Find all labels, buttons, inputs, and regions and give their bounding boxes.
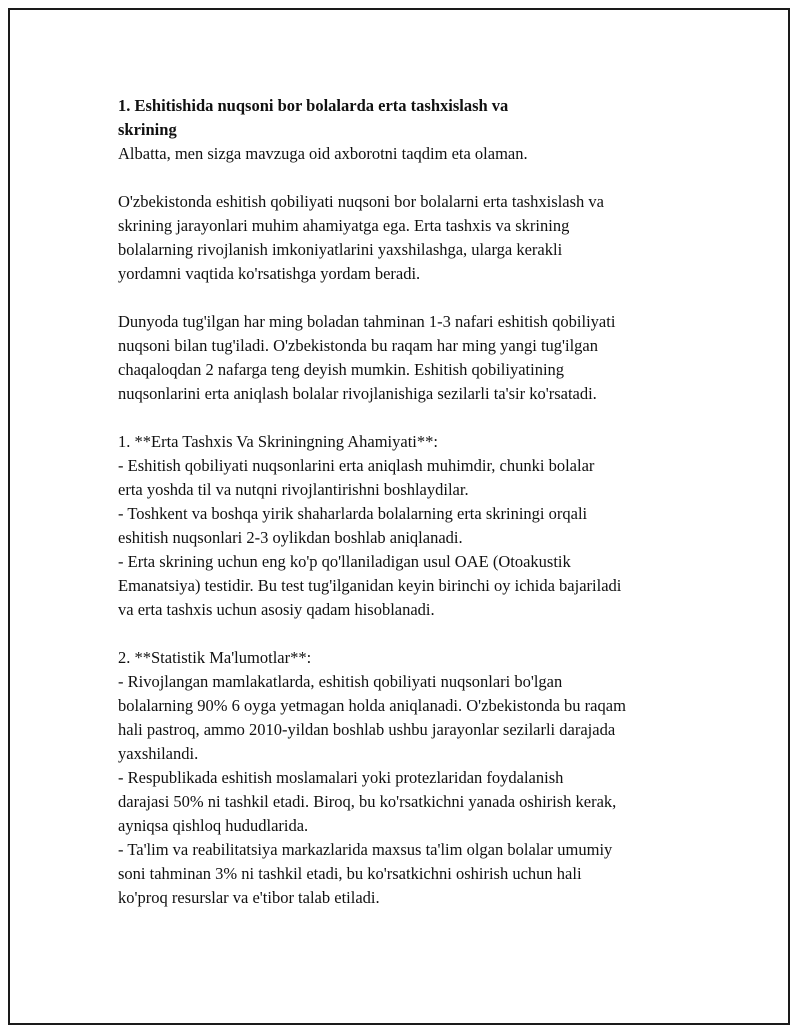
- paragraph-gap: [118, 166, 698, 190]
- paragraph-gap: [118, 622, 698, 646]
- statistics-intro-paragraph: Dunyoda tug'ilgan har ming boladan tahminan 1-3 nafari eshitish qobiliyati nuqsoni bilan tug'iladi. O'zbekistonda bu raqam har ming yangi tug'ilgan chaqaloqdan 2 nafarga teng deyish mumkin. Eshitish qobiliyatining nuqsonlarini erta aniqlash bolalar rivojlanishiga sezilarli ta'sir ko'rsatadi.: [118, 312, 616, 403]
- intro-paragraph: Albatta, men sizga mavzuga oid axborotni taqdim eta olaman.: [118, 144, 528, 163]
- document-title: 1. Eshitishida nuqsoni bor bolalarda erta tashxislash va skrining: [118, 96, 509, 139]
- paragraph-gap: [118, 406, 698, 430]
- overview-paragraph: O'zbekistonda eshitish qobiliyati nuqsoni bor bolalarni erta tashxislash va skrining jarayonlari muhim ahamiyatga ega. Erta tashxis va skrining bolalarning rivojlanish imkoniyatlarini yaxshilashga, ularga kerakli yordamni vaqtida ko'rsatishga yordam beradi.: [118, 192, 604, 283]
- section-statistics: 2. **Statistik Ma'lumotlar**: - Rivojlangan mamlakatlarda, eshitish qobiliyati nuqsonlari bo'lgan bolalarning 90% 6 oyga yetmagan holda aniqlanadi. O'zbekistonda bu raqam hali pastroq, ammo 2010-yildan boshlab ushbu jarayonlar sezilarli darajada yaxshilandi. - Respublikada eshitish moslamalari yoki protezlaridan foydalanish darajasi 50% ni tashkil etadi. Biroq, bu ko'rsatkichni yanada oshirish kerak, ayniqsa qishloq hududlarida. - Ta'lim va reabilitatsiya markazlarida maxsus ta'lim olgan bolalar umumiy soni tahminan 3% ni tashkil etadi, bu ko'rsatkichni oshirish uchun hali ko'proq resurslar va e'tibor talab etiladi.: [118, 648, 626, 907]
- section-early-diagnosis: 1. **Erta Tashxis Va Skriningning Ahamiyati**: - Eshitish qobiliyati nuqsonlarini erta aniqlash muhimdir, chunki bolalar erta yoshda til va nutqni rivojlantirishni boshlaydilar. - Toshkent va boshqa yirik shaharlarda bolalarning erta skriningi orqali eshitish nuqsonlari 2-3 oylikdan boshlab aniqlanadi. - Erta skrining uchun eng ko'p qo'llaniladigan usul OAE (Otoakustik Emanatsiya) testidir. Bu test tug'ilganidan keyin birinchi oy ichida bajariladi va erta tashxis uchun asosiy qadam hisoblanadi.: [118, 432, 622, 619]
- paragraph-gap: [118, 286, 698, 310]
- document-body: [118, 94, 698, 910]
